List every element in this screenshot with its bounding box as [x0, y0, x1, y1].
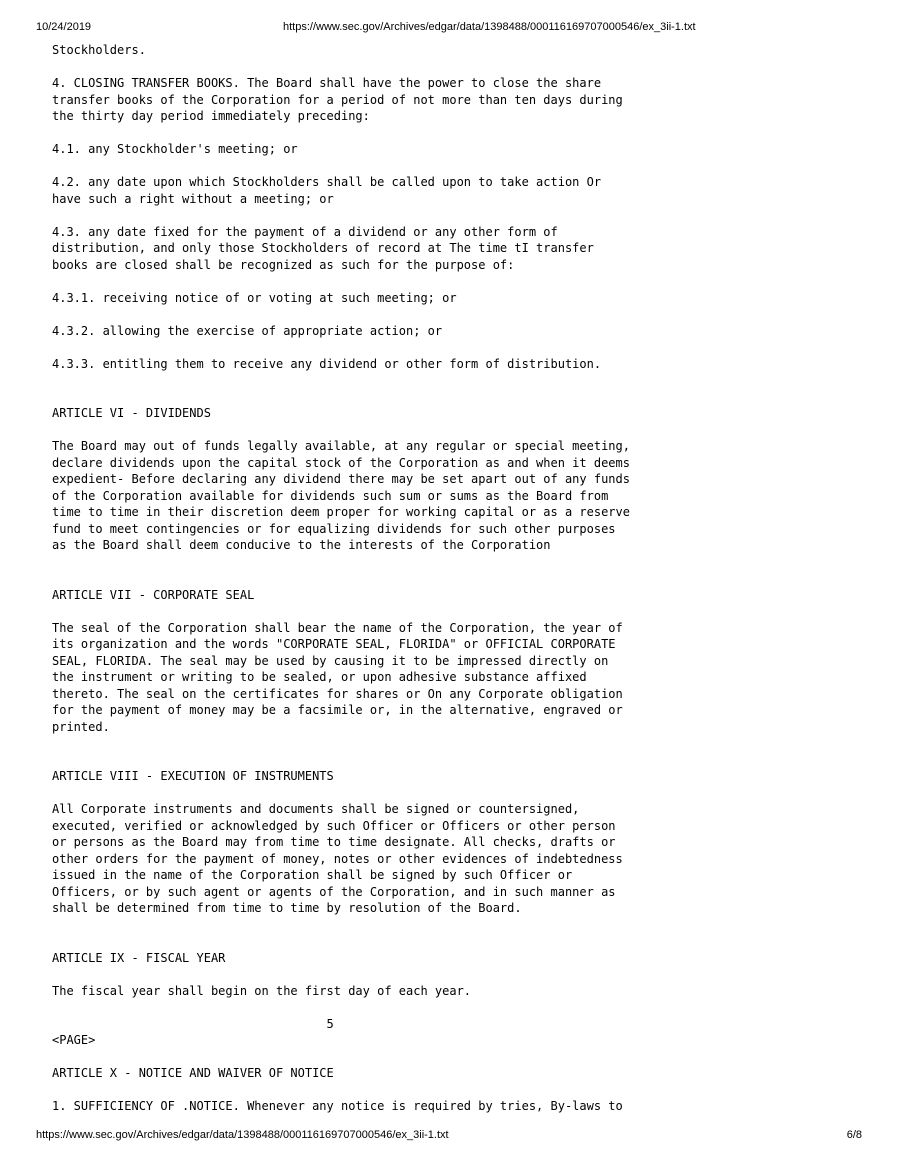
document-line: the thirty day period immediately preceding: — [52, 109, 370, 123]
blank-line — [52, 752, 872, 769]
blank-line — [52, 917, 872, 934]
blank-line — [52, 554, 872, 571]
document-line: printed. — [52, 719, 110, 734]
document-line: books are closed shall be recognized as such for the purpose of: — [52, 257, 515, 272]
blank-line — [52, 125, 872, 142]
blank-line — [52, 273, 872, 290]
document-line: All Corporate instruments and documents shall be signed or countersigned, — [52, 802, 580, 816]
document-line: as the Board shall deem conducive to the interests of the Corporation — [52, 538, 551, 552]
blank-line — [52, 570, 872, 587]
blank-line — [52, 389, 872, 406]
document-line: distribution, and only those Stockholders of record at The time tI transfer — [52, 241, 594, 255]
blank-line — [52, 933, 872, 950]
document-line: executed, verified or acknowledged by such Officer or Officers or other person — [52, 818, 616, 833]
document-line: ARTICLE X - NOTICE AND WAIVER OF NOTICE — [52, 1066, 334, 1080]
document-line: expedient- Before declaring any dividend there may be set apart out of any funds — [52, 472, 630, 486]
blank-line — [52, 422, 872, 439]
blank-line — [52, 306, 872, 323]
blank-line — [52, 372, 872, 389]
document-line: 4.3. any date fixed for the payment of a dividend or any other form of — [52, 224, 558, 239]
document-line: other orders for the payment of money, notes or other evidences of indebtedness — [52, 851, 623, 866]
document-line: ARTICLE VI - DIVIDENDS — [52, 406, 211, 420]
blank-line — [52, 207, 872, 224]
blank-line — [52, 999, 872, 1016]
document-line: ARTICLE VII - CORPORATE SEAL — [52, 587, 255, 602]
print-header-date: 10/24/2019 — [36, 21, 92, 33]
document-line: of the Corporation available for dividends such sum or sums as the Board from — [52, 488, 609, 503]
blank-line — [52, 603, 872, 620]
document-line: ARTICLE VIII - EXECUTION OF INSTRUMENTS — [52, 769, 334, 783]
document-line: 4.1. any Stockholder's meeting; or — [52, 142, 298, 156]
document-line: time to time in their discretion deem proper for working capital or as a reserve — [52, 505, 630, 519]
document-line: The Board may out of funds legally available, at any regular or special meeting, — [52, 439, 630, 453]
document-line: shall be determined from time to time by resolution of the Board. — [52, 901, 522, 915]
document-line: 4.2. any date upon which Stockholders shall be called upon to take action Or — [52, 175, 602, 189]
print-footer-url: https://www.sec.gov/Archives/edgar/data/1398488/000116169707000546/ex_3ii-1.txt — [36, 1129, 449, 1141]
blank-line — [52, 339, 872, 356]
blank-line — [52, 59, 872, 76]
document-body — [52, 42, 872, 1115]
print-footer-page-number: 6/8 — [846, 1129, 862, 1141]
document-line: 4. CLOSING TRANSFER BOOKS. The Board shall have the power to close the share — [52, 76, 602, 90]
document-line: Officers, or by such agent or agents of the Corporation, and in such manner as — [52, 884, 616, 899]
document-line: SEAL, FLORIDA. The seal may be used by causing it to be impressed directly on — [52, 653, 609, 668]
blank-line — [52, 1082, 872, 1099]
document-line: fund to meet contingencies or for equalizing dividends for such other purposes — [52, 521, 616, 536]
document-line: for the payment of money may be a facsimile or, in the alternative, engraved or — [52, 703, 623, 717]
blank-line — [52, 785, 872, 802]
document-line: 1. SUFFICIENCY OF .NOTICE. Whenever any notice is required by tries, By-laws to — [52, 1099, 623, 1113]
print-header-url: https://www.sec.gov/Archives/edgar/data/1398488/000116169707000546/ex_3ii-1.txt — [283, 21, 696, 33]
document-line: 4.3.2. allowing the exercise of appropriate action; or — [52, 323, 443, 338]
blank-line — [52, 158, 872, 175]
document-line: The fiscal year shall begin on the first day of each year. — [52, 983, 472, 998]
document-line: Stockholders. — [52, 43, 146, 57]
blank-line — [52, 966, 872, 983]
document-line: the instrument or writing to be sealed, or upon adhesive substance affixed — [52, 670, 587, 684]
document-line: issued in the name of the Corporation shall be signed by such Officer or — [52, 868, 573, 882]
document-line: 4.3.3. entitling them to receive any dividend or other form of distribution. — [52, 356, 602, 371]
document-line: 5 — [52, 1016, 334, 1031]
blank-line — [52, 735, 872, 752]
document-line: 4.3.1. receiving notice of or voting at such meeting; or — [52, 290, 457, 305]
document-line: transfer books of the Corporation for a period of not more than ten days during — [52, 92, 623, 107]
document-line: thereto. The seal on the certificates for shares or On any Corporate obligation — [52, 686, 623, 701]
blank-line — [52, 1049, 872, 1066]
document-line: or persons as the Board may from time to time designate. All checks, drafts or — [52, 835, 616, 849]
document-line: The seal of the Corporation shall bear the name of the Corporation, the year of — [52, 620, 623, 635]
document-line: have such a right without a meeting; or — [52, 191, 334, 206]
document-line: ARTICLE IX - FISCAL YEAR — [52, 950, 226, 965]
document-line: <PAGE> — [52, 1033, 96, 1047]
document-line: its organization and the words "CORPORATE SEAL, FLORIDA" or OFFICIAL CORPORATE — [52, 637, 616, 651]
document-line: declare dividends upon the capital stock of the Corporation as and when it deems — [52, 455, 630, 470]
